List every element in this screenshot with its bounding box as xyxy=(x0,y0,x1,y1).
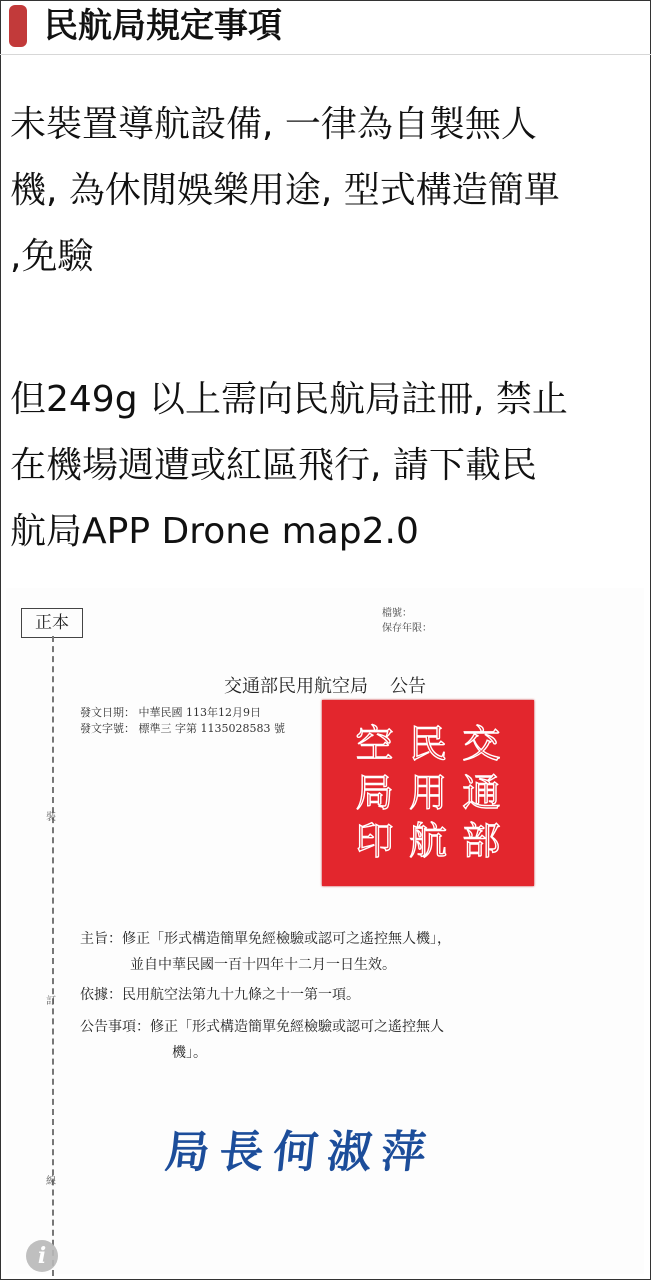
issue-date: 發文日期： 中華民國 113年12月9日 xyxy=(80,706,261,719)
binding-mark: 裝 xyxy=(46,812,56,823)
issue-info xyxy=(80,705,285,737)
seal-char: 交 xyxy=(462,722,501,766)
info-icon[interactable]: i xyxy=(26,1240,58,1272)
binding-mark: 線 xyxy=(46,1176,56,1187)
seal-char: 部 xyxy=(462,819,501,864)
seal-char: 印 xyxy=(355,819,394,864)
binding-mark: 訂 xyxy=(46,996,56,1007)
notice-item-line: 公告事項：修正「形式構造簡單免經檢驗或認可之遙控無人 xyxy=(80,1019,444,1035)
paragraph-exemption xyxy=(10,92,640,290)
section-header xyxy=(0,0,651,52)
seal-char: 航 xyxy=(409,819,448,864)
notice-label: 公告 xyxy=(390,676,426,697)
header-divider xyxy=(0,54,651,55)
basis-line: 依據：民用航空法第九十九條之十一第一項。 xyxy=(80,987,360,1003)
paragraph-line: 機, 為休閒娛樂用途, 型式構造簡單 xyxy=(10,170,560,211)
archive-number: 檔號： xyxy=(382,608,412,619)
paragraph-line: 未裝置導航設備, 一律為自製無人 xyxy=(10,104,537,145)
paragraph-line: 航局APP Drone map2.0 xyxy=(10,511,419,552)
subject-line: 主旨：修正「形式構造簡單免經檢驗或認可之遙控無人機」， xyxy=(80,931,451,947)
issue-number: 發文字號： 標準三 字第 1135028583 號 xyxy=(80,722,285,735)
archive-info xyxy=(382,606,432,636)
official-seal xyxy=(322,700,534,886)
paragraph-line: ,免驗 xyxy=(10,236,94,277)
accent-bar xyxy=(9,5,27,47)
paragraph-line: 但249g 以上需向民航局註冊, 禁止 xyxy=(10,379,568,420)
notice-item-line: 機」。 xyxy=(172,1045,207,1061)
agency-name: 交通部民用航空局 xyxy=(224,676,368,697)
seal-char: 用 xyxy=(409,770,448,815)
subject-line: 並自中華民國一百十四年十二月一日生效。 xyxy=(130,957,396,973)
copy-label-box: 正本 xyxy=(21,608,83,638)
section-title: 民航局規定事項 xyxy=(44,6,282,46)
paragraph-registration xyxy=(10,367,640,565)
seal-char: 局 xyxy=(355,770,394,815)
seal-char: 通 xyxy=(462,770,501,815)
seal-characters xyxy=(348,720,508,866)
paragraph-line: 在機場週遭或紅區飛行, 請下載民 xyxy=(10,445,537,486)
seal-char: 民 xyxy=(409,722,448,766)
seal-char: 空 xyxy=(355,722,394,766)
notice-heading xyxy=(224,672,426,698)
official-notice-image[interactable] xyxy=(6,588,644,1274)
retention-period: 保存年限： xyxy=(382,623,432,634)
director-signature: 局長何淑萍 xyxy=(162,1127,439,1178)
